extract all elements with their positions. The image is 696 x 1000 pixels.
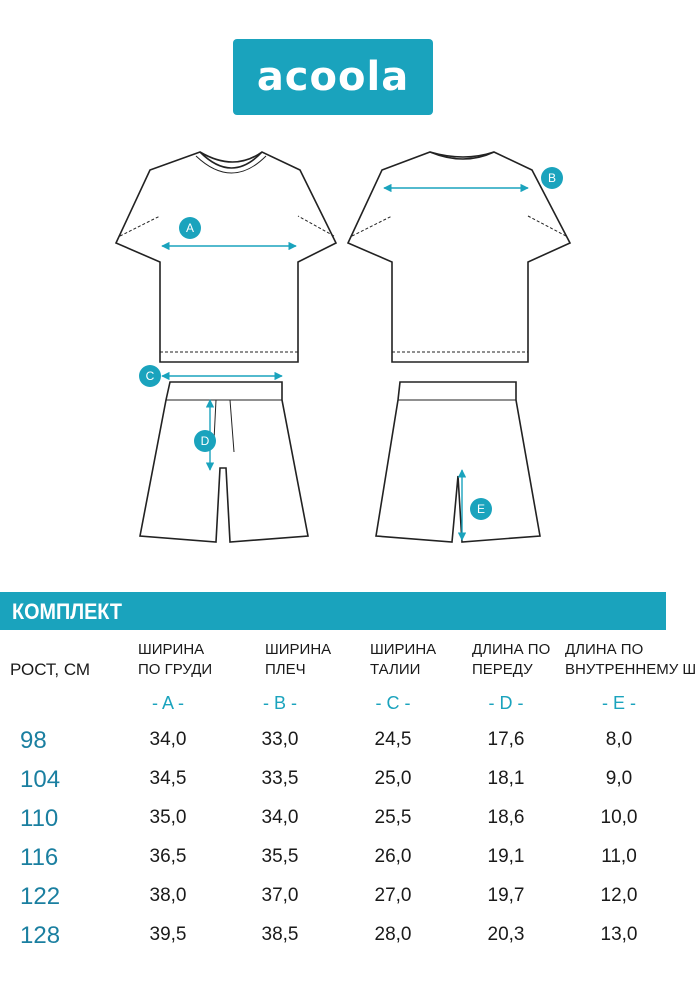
table-cell: 35,0 [149, 807, 187, 828]
col-d-line1: ДЛИНА ПО [472, 641, 551, 658]
col-a-line1: ШИРИНА [138, 641, 205, 658]
brand-logo [233, 39, 433, 115]
table-cell: 34,5 [149, 768, 187, 789]
col-b-line1: ШИРИНА [265, 641, 332, 658]
row-size: 104 [20, 766, 61, 793]
table-cell: 8,0 [605, 729, 633, 750]
table-cell: 39,5 [149, 924, 187, 945]
col-c-line2: ТАЛИИ [370, 661, 421, 678]
col-a-line2: ПО ГРУДИ [138, 661, 213, 678]
col-d-line2: ПЕРЕДУ [472, 661, 533, 678]
table-cell: 18,6 [487, 807, 525, 828]
table-cell: 19,7 [487, 885, 525, 906]
col-e-line2: ВНУТРЕННЕМУ Ш [565, 661, 696, 678]
col-d-letter: - D - [488, 693, 524, 713]
table-cell: 19,1 [487, 846, 525, 867]
table-cell: 26,0 [374, 846, 412, 867]
table-cell: 38,5 [261, 924, 299, 945]
table-cell: 20,3 [487, 924, 525, 945]
table-cell: 35,5 [261, 846, 299, 867]
shorts-back [376, 382, 540, 542]
garment-diagram [0, 140, 666, 560]
marker-e: E [476, 502, 486, 516]
col-e-letter: - E - [602, 693, 636, 713]
col-c-line1: ШИРИНА [370, 641, 437, 658]
row-header: РОСТ, СМ [10, 660, 91, 679]
table-cell: 18,1 [487, 768, 525, 789]
table-cell: 24,5 [374, 729, 412, 750]
table-cell: 34,0 [149, 729, 187, 750]
table-cell: 28,0 [374, 924, 412, 945]
marker-a: A [185, 221, 195, 235]
table-cell: 13,0 [600, 924, 638, 945]
row-size: 128 [20, 922, 61, 949]
table-cell: 33,5 [261, 768, 299, 789]
shorts-front [140, 382, 308, 542]
table-cell: 34,0 [261, 807, 299, 828]
table-cell: 25,5 [374, 807, 412, 828]
marker-c: C [145, 369, 155, 383]
table-cell: 11,0 [601, 846, 637, 867]
table-cell: 9,0 [605, 768, 633, 789]
tshirt-back [348, 152, 570, 362]
brand-logo-text: acoola [256, 54, 410, 100]
row-size: 116 [20, 844, 59, 871]
col-c-letter: - C - [375, 693, 411, 713]
section-band [0, 592, 666, 630]
table-cell: 25,0 [374, 768, 412, 789]
row-size: 110 [20, 805, 59, 832]
table-cell: 33,0 [261, 729, 299, 750]
table-cell: 10,0 [600, 807, 638, 828]
col-a-letter: - A - [151, 693, 184, 713]
table-cell: 36,5 [149, 846, 187, 867]
row-size: 122 [20, 883, 61, 910]
col-b-letter: - B - [263, 693, 297, 713]
col-e-line1: ДЛИНА ПО [565, 641, 644, 658]
section-title: КОМПЛЕКТ [12, 599, 122, 624]
tshirt-front [116, 152, 336, 362]
marker-d: D [200, 434, 210, 448]
marker-b: B [547, 171, 557, 185]
table-cell: 27,0 [374, 885, 412, 906]
table-cell: 12,0 [600, 885, 638, 906]
row-size: 98 [20, 727, 47, 754]
col-b-line2: ПЛЕЧ [265, 661, 306, 678]
table-cell: 17,6 [487, 729, 525, 750]
table-cell: 38,0 [149, 885, 187, 906]
table-cell: 37,0 [261, 885, 299, 906]
